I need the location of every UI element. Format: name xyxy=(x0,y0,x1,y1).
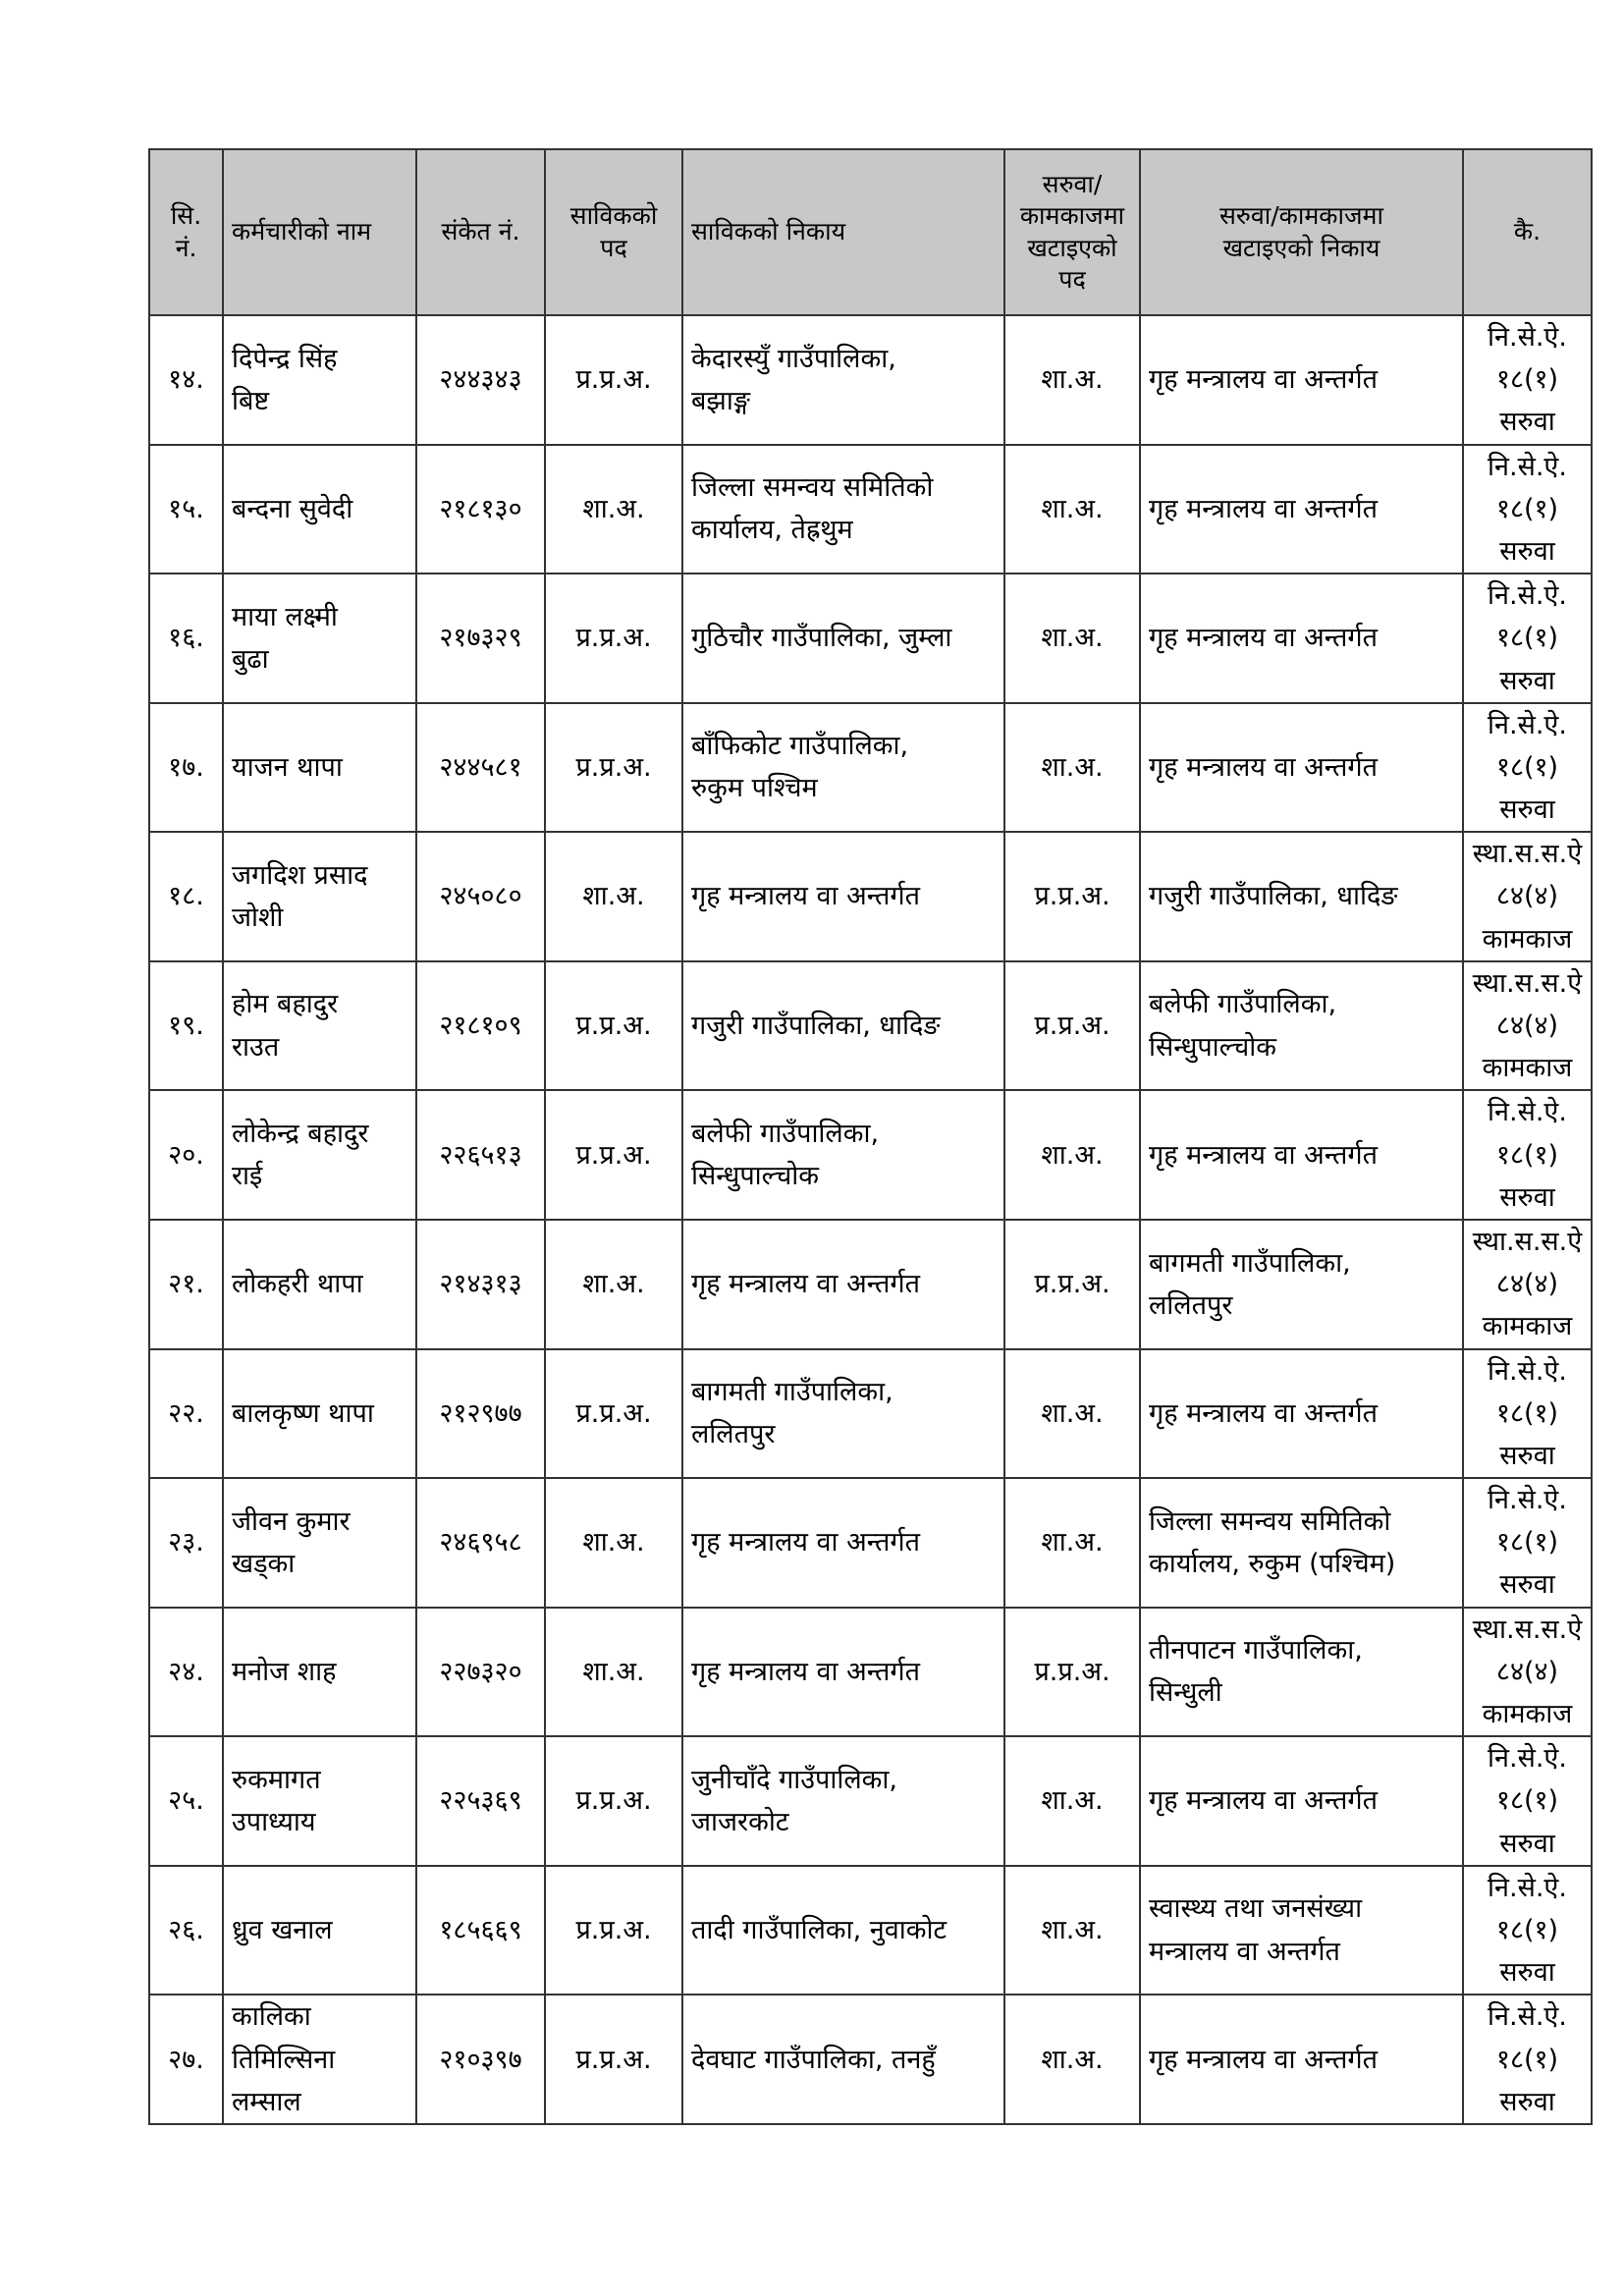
cell-new-post: प्र.प्र.अ. xyxy=(1004,1220,1140,1349)
cell-name: लोकेन्द्र बहादुर राई xyxy=(223,1090,416,1220)
table-row xyxy=(149,1608,1592,1737)
cell-new-post: शा.अ. xyxy=(1004,315,1140,445)
cell-prev-office: जिल्ला समन्वय समितिको कार्यालय, तेह्रथुम xyxy=(682,445,1004,574)
cell-sn: २७. xyxy=(149,1995,223,2124)
cell-remarks: नि.से.ऐ. १८(१) सरुवा xyxy=(1463,1866,1592,1995)
cell-name: होम बहादुर राउत xyxy=(223,961,416,1091)
cell-sn: १५. xyxy=(149,445,223,574)
cell-name: मनोज शाह xyxy=(223,1608,416,1737)
cell-prev-post: प्र.प्र.अ. xyxy=(545,574,682,703)
cell-prev-post: प्र.प्र.अ. xyxy=(545,1349,682,1479)
header-remarks: कै. xyxy=(1463,149,1592,315)
cell-new-office: गृह मन्त्रालय वा अन्तर्गत xyxy=(1140,1995,1463,2124)
cell-new-post: प्र.प्र.अ. xyxy=(1004,961,1140,1091)
header-sn: सि. नं. xyxy=(149,149,223,315)
cell-sn: १७. xyxy=(149,703,223,833)
cell-name: रुकमागत उपाध्याय xyxy=(223,1736,416,1866)
cell-sn: १४. xyxy=(149,315,223,445)
cell-code: २४६९५८ xyxy=(416,1478,545,1608)
cell-sn: १९. xyxy=(149,961,223,1091)
cell-new-post: प्र.प्र.अ. xyxy=(1004,832,1140,961)
cell-code: २१८१३० xyxy=(416,445,545,574)
cell-remarks: नि.से.ऐ. १८(१) सरुवा xyxy=(1463,574,1592,703)
cell-new-office: गृह मन्त्रालय वा अन्तर्गत xyxy=(1140,1736,1463,1866)
cell-prev-post: शा.अ. xyxy=(545,1220,682,1349)
cell-prev-post: प्र.प्र.अ. xyxy=(545,1995,682,2124)
cell-remarks: नि.से.ऐ. १८(१) सरुवा xyxy=(1463,1349,1592,1479)
cell-name: दिपेन्द्र सिंह बिष्ट xyxy=(223,315,416,445)
cell-sn: २०. xyxy=(149,1090,223,1220)
cell-new-office: तीनपाटन गाउँपालिका, सिन्धुली xyxy=(1140,1608,1463,1737)
cell-remarks: नि.से.ऐ. १८(१) सरुवा xyxy=(1463,445,1592,574)
cell-prev-post: प्र.प्र.अ. xyxy=(545,703,682,833)
cell-prev-post: प्र.प्र.अ. xyxy=(545,961,682,1091)
cell-sn: १८. xyxy=(149,832,223,961)
cell-new-post: शा.अ. xyxy=(1004,1995,1140,2124)
cell-prev-office: जुनीचाँदे गाउँपालिका, जाजरकोट xyxy=(682,1736,1004,1866)
cell-sn: २१. xyxy=(149,1220,223,1349)
cell-remarks: नि.से.ऐ. १८(१) सरुवा xyxy=(1463,1736,1592,1866)
table-row xyxy=(149,1478,1592,1608)
cell-new-office: गजुरी गाउँपालिका, धादिङ xyxy=(1140,832,1463,961)
cell-new-office: बलेफी गाउँपालिका, सिन्धुपाल्चोक xyxy=(1140,961,1463,1091)
table-row xyxy=(149,1866,1592,1995)
cell-prev-office: गृह मन्त्रालय वा अन्तर्गत xyxy=(682,832,1004,961)
cell-sn: २६. xyxy=(149,1866,223,1995)
cell-new-office: गृह मन्त्रालय वा अन्तर्गत xyxy=(1140,1349,1463,1479)
cell-new-office: गृह मन्त्रालय वा अन्तर्गत xyxy=(1140,1090,1463,1220)
transfer-table xyxy=(148,148,1593,2125)
cell-new-post: शा.अ. xyxy=(1004,1349,1140,1479)
cell-code: २४४५८१ xyxy=(416,703,545,833)
cell-code: २४५०८० xyxy=(416,832,545,961)
cell-new-office: स्वास्थ्य तथा जनसंख्या मन्त्रालय वा अन्तर्गत xyxy=(1140,1866,1463,1995)
table-row xyxy=(149,315,1592,445)
table-row xyxy=(149,1220,1592,1349)
cell-code: २२५३६९ xyxy=(416,1736,545,1866)
table-row xyxy=(149,1736,1592,1866)
header-code: संकेत नं. xyxy=(416,149,545,315)
header-prev-post: साविकको पद xyxy=(545,149,682,315)
table-row xyxy=(149,445,1592,574)
cell-remarks: स्था.स.स.ऐ ८४(४) कामकाज xyxy=(1463,1220,1592,1349)
cell-new-post: शा.अ. xyxy=(1004,1736,1140,1866)
cell-name: जीवन कुमार खड्का xyxy=(223,1478,416,1608)
cell-new-office: जिल्ला समन्वय समितिको कार्यालय, रुकुम (पश्चिम) xyxy=(1140,1478,1463,1608)
cell-code: २१२९७७ xyxy=(416,1349,545,1479)
cell-new-office: गृह मन्त्रालय वा अन्तर्गत xyxy=(1140,445,1463,574)
cell-prev-post: शा.अ. xyxy=(545,1608,682,1737)
cell-new-office: गृह मन्त्रालय वा अन्तर्गत xyxy=(1140,703,1463,833)
cell-remarks: स्था.स.स.ऐ ८४(४) कामकाज xyxy=(1463,961,1592,1091)
cell-new-post: शा.अ. xyxy=(1004,1090,1140,1220)
cell-prev-post: प्र.प्र.अ. xyxy=(545,1090,682,1220)
cell-prev-post: शा.अ. xyxy=(545,445,682,574)
cell-sn: २२. xyxy=(149,1349,223,1479)
cell-prev-office: गृह मन्त्रालय वा अन्तर्गत xyxy=(682,1478,1004,1608)
table-row xyxy=(149,1090,1592,1220)
cell-remarks: स्था.स.स.ऐ ८४(४) कामकाज xyxy=(1463,1608,1592,1737)
cell-sn: १६. xyxy=(149,574,223,703)
cell-sn: २४. xyxy=(149,1608,223,1737)
cell-name: जगदिश प्रसाद जोशी xyxy=(223,832,416,961)
cell-prev-post: शा.अ. xyxy=(545,832,682,961)
cell-prev-office: केदारस्युँ गाउँपालिका, बझाङ्ग xyxy=(682,315,1004,445)
cell-prev-office: बाँफिकोट गाउँपालिका, रुकुम पश्चिम xyxy=(682,703,1004,833)
cell-sn: २३. xyxy=(149,1478,223,1608)
cell-new-office: गृह मन्त्रालय वा अन्तर्गत xyxy=(1140,315,1463,445)
cell-prev-post: प्र.प्र.अ. xyxy=(545,1736,682,1866)
cell-name: माया लक्ष्मी बुढा xyxy=(223,574,416,703)
cell-new-post: शा.अ. xyxy=(1004,1478,1140,1608)
cell-remarks: नि.से.ऐ. १८(१) सरुवा xyxy=(1463,1478,1592,1608)
cell-prev-post: प्र.प्र.अ. xyxy=(545,1866,682,1995)
header-row xyxy=(149,149,1592,315)
header-name: कर्मचारीको नाम xyxy=(223,149,416,315)
cell-code: २१४३१३ xyxy=(416,1220,545,1349)
table-row xyxy=(149,574,1592,703)
table-row xyxy=(149,1995,1592,2124)
cell-prev-office: तादी गाउँपालिका, नुवाकोट xyxy=(682,1866,1004,1995)
cell-new-post: शा.अ. xyxy=(1004,703,1140,833)
cell-new-office: गृह मन्त्रालय वा अन्तर्गत xyxy=(1140,574,1463,703)
cell-new-office: बागमती गाउँपालिका, ललितपुर xyxy=(1140,1220,1463,1349)
cell-new-post: शा.अ. xyxy=(1004,574,1140,703)
cell-code: २१७३२९ xyxy=(416,574,545,703)
cell-prev-office: गुठिचौर गाउँपालिका, जुम्ला xyxy=(682,574,1004,703)
header-prev-office: साविकको निकाय xyxy=(682,149,1004,315)
cell-code: २४४३४३ xyxy=(416,315,545,445)
cell-prev-office: बागमती गाउँपालिका, ललितपुर xyxy=(682,1349,1004,1479)
cell-remarks: नि.से.ऐ. १८(१) सरुवा xyxy=(1463,703,1592,833)
cell-code: २१०३९७ xyxy=(416,1995,545,2124)
table-row xyxy=(149,703,1592,833)
cell-remarks: नि.से.ऐ. १८(१) सरुवा xyxy=(1463,1090,1592,1220)
cell-name: लोकहरी थापा xyxy=(223,1220,416,1349)
cell-sn: २५. xyxy=(149,1736,223,1866)
cell-name: याजन थापा xyxy=(223,703,416,833)
cell-prev-office: गृह मन्त्रालय वा अन्तर्गत xyxy=(682,1608,1004,1737)
table-row xyxy=(149,832,1592,961)
header-new-post: सरुवा/ कामकाजमा खटाइएको पद xyxy=(1004,149,1140,315)
table-row xyxy=(149,961,1592,1091)
cell-remarks: स्था.स.स.ऐ ८४(४) कामकाज xyxy=(1463,832,1592,961)
table-body xyxy=(149,315,1592,2124)
cell-code: २१८१०९ xyxy=(416,961,545,1091)
cell-prev-office: देवघाट गाउँपालिका, तनहुँ xyxy=(682,1995,1004,2124)
cell-name: बालकृष्ण थापा xyxy=(223,1349,416,1479)
cell-new-post: शा.अ. xyxy=(1004,1866,1140,1995)
header-new-office: सरुवा/कामकाजमा खटाइएको निकाय xyxy=(1140,149,1463,315)
cell-prev-post: प्र.प्र.अ. xyxy=(545,315,682,445)
cell-remarks: नि.से.ऐ. १८(१) सरुवा xyxy=(1463,1995,1592,2124)
cell-code: १८५६६९ xyxy=(416,1866,545,1995)
cell-code: २२७३२० xyxy=(416,1608,545,1737)
cell-code: २२६५१३ xyxy=(416,1090,545,1220)
table-row xyxy=(149,1349,1592,1479)
cell-name: बन्दना सुवेदी xyxy=(223,445,416,574)
cell-prev-office: गृह मन्त्रालय वा अन्तर्गत xyxy=(682,1220,1004,1349)
cell-name: ध्रुव खनाल xyxy=(223,1866,416,1995)
cell-prev-office: बलेफी गाउँपालिका, सिन्धुपाल्चोक xyxy=(682,1090,1004,1220)
cell-prev-office: गजुरी गाउँपालिका, धादिङ xyxy=(682,961,1004,1091)
cell-name: कालिका तिमिल्सिना लम्साल xyxy=(223,1995,416,2124)
cell-remarks: नि.से.ऐ. १८(१) सरुवा xyxy=(1463,315,1592,445)
cell-new-post: प्र.प्र.अ. xyxy=(1004,1608,1140,1737)
cell-prev-post: शा.अ. xyxy=(545,1478,682,1608)
cell-new-post: शा.अ. xyxy=(1004,445,1140,574)
